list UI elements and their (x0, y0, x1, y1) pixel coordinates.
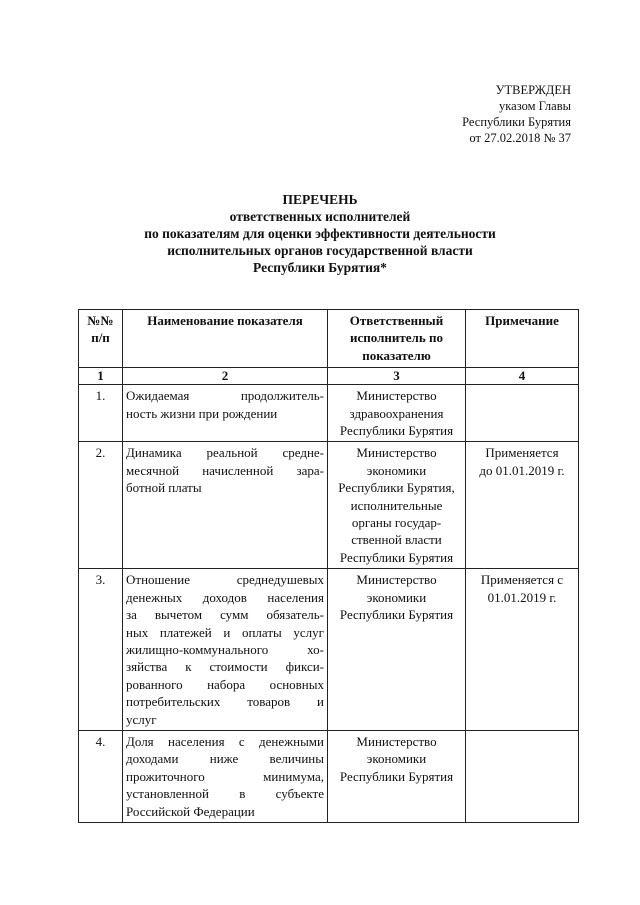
header-number-line: п/п (91, 330, 110, 346)
column-number-row (79, 368, 579, 385)
indicator-name (123, 442, 328, 569)
table-row (79, 442, 579, 569)
indicator-name-line: зяйства к стоимости фикси- (126, 659, 324, 675)
responsibles-table (78, 309, 579, 823)
indicator-name-line: жилищно-коммунального хо- (126, 641, 324, 657)
indicator-name-line: Ожидаемая продолжитель- (126, 388, 324, 404)
responsible-executor-line: Министерство (356, 445, 437, 461)
responsible-executor-line: Республики Бурятия, (338, 480, 455, 496)
indicator-name (123, 385, 328, 442)
indicator-name (123, 569, 328, 731)
responsible-executor-line: Министерство (356, 388, 437, 404)
indicator-name-line: установленной в субъекте (126, 786, 324, 802)
approval-decree: указом Главы (499, 99, 571, 113)
indicator-name-line: ботной платы (126, 480, 202, 496)
header-indicator-line: Наименование показателя (147, 313, 303, 328)
header-responsible (328, 310, 466, 368)
document-subtitle-line: Республики Бурятия* (253, 260, 387, 275)
indicator-name-line: доходами ниже величины (126, 751, 324, 767)
header-note-line: Примечание (485, 313, 559, 328)
indicator-name-line: Отношение среднедушевых (126, 572, 324, 588)
header-responsible-line: показателю (362, 347, 431, 363)
row-number: 4. (79, 730, 123, 822)
column-number: 4 (466, 368, 579, 385)
indicator-name-line: ность жизни при рождении (126, 405, 278, 421)
approval-republic: Республики Бурятия (462, 115, 571, 129)
responsible-executor-line: Республики Бурятия (339, 423, 454, 439)
responsible-executor-line: органы государ- (351, 515, 442, 531)
document-subtitle-line: по показателям для оценки эффективности деятельности (144, 226, 496, 241)
column-number: 1 (79, 368, 123, 385)
responsible-executor-line: Республики Бурятия (339, 607, 454, 623)
note (466, 442, 579, 569)
header-indicator (123, 310, 328, 368)
indicator-name-line: месячной начисленной зара- (126, 462, 324, 478)
approval-status: УТВЕРЖДЕН (495, 83, 571, 97)
note-line: Применяется с (480, 572, 564, 588)
indicator-name-line: прожиточного минимума, (126, 768, 324, 784)
document-heading (0, 191, 640, 276)
responsible-executor (328, 730, 466, 822)
responsible-executor-line: Министерство (356, 733, 437, 749)
note-line: 01.01.2019 г. (487, 589, 557, 605)
responsible-executor-line: исполнительные (350, 497, 443, 513)
table-header-row (79, 310, 579, 368)
note-line: до 01.01.2019 г. (479, 462, 565, 478)
responsible-executor-line: экономики (366, 751, 427, 767)
indicator-name-line: денежных доходов населения (126, 589, 324, 605)
responsible-executor-line: Республики Бурятия (339, 768, 454, 784)
header-note (466, 310, 579, 368)
header-number (79, 310, 123, 368)
table-row (79, 730, 579, 822)
table-row (79, 385, 579, 442)
column-number: 3 (328, 368, 466, 385)
responsible-executor-line: здравоохранения (349, 405, 444, 421)
indicator-name-line: услуг (126, 711, 157, 727)
indicator-name-line: Динамика реальной средне- (126, 445, 324, 461)
approval-date-number: от 27.02.2018 № 37 (469, 131, 571, 145)
row-number: 2. (79, 442, 123, 569)
column-number: 2 (123, 368, 328, 385)
indicator-name-line: рованного набора основных (126, 676, 324, 692)
document-subtitle-line: исполнительных органов государственной власти (167, 243, 473, 258)
note-line: Применяется (485, 445, 559, 461)
indicator-name-line: потребительских товаров и (126, 694, 324, 710)
indicator-name-line: за вычетом сумм обязатель- (126, 607, 324, 623)
header-number-line: №№ (87, 313, 114, 328)
document-title: ПЕРЕЧЕНЬ (282, 192, 358, 207)
indicator-name-line: Российской Федерации (126, 803, 255, 819)
responsible-executor-line: экономики (366, 589, 427, 605)
indicator-name (123, 730, 328, 822)
responsible-executor-line: экономики (366, 462, 427, 478)
note (466, 385, 579, 442)
responsible-executor (328, 569, 466, 731)
approval-stamp (462, 82, 571, 146)
responsible-executor-line: Министерство (356, 572, 437, 588)
note (466, 730, 579, 822)
row-number: 3. (79, 569, 123, 731)
indicator-name-line: ных платежей и оплаты услуг (126, 624, 324, 640)
note (466, 569, 579, 731)
row-number: 1. (79, 385, 123, 442)
table-row (79, 569, 579, 731)
responsible-executor-line: ственной власти (351, 532, 442, 548)
header-responsible-line: исполнитель по (350, 330, 443, 346)
header-responsible-line: Ответственный (349, 313, 444, 328)
responsible-executor (328, 385, 466, 442)
indicator-name-line: Доля населения с денежными (126, 733, 324, 749)
responsible-executor-line: Республики Бурятия (339, 549, 454, 565)
responsible-executor (328, 442, 466, 569)
document-subtitle-line: ответственных исполнителей (229, 209, 411, 224)
